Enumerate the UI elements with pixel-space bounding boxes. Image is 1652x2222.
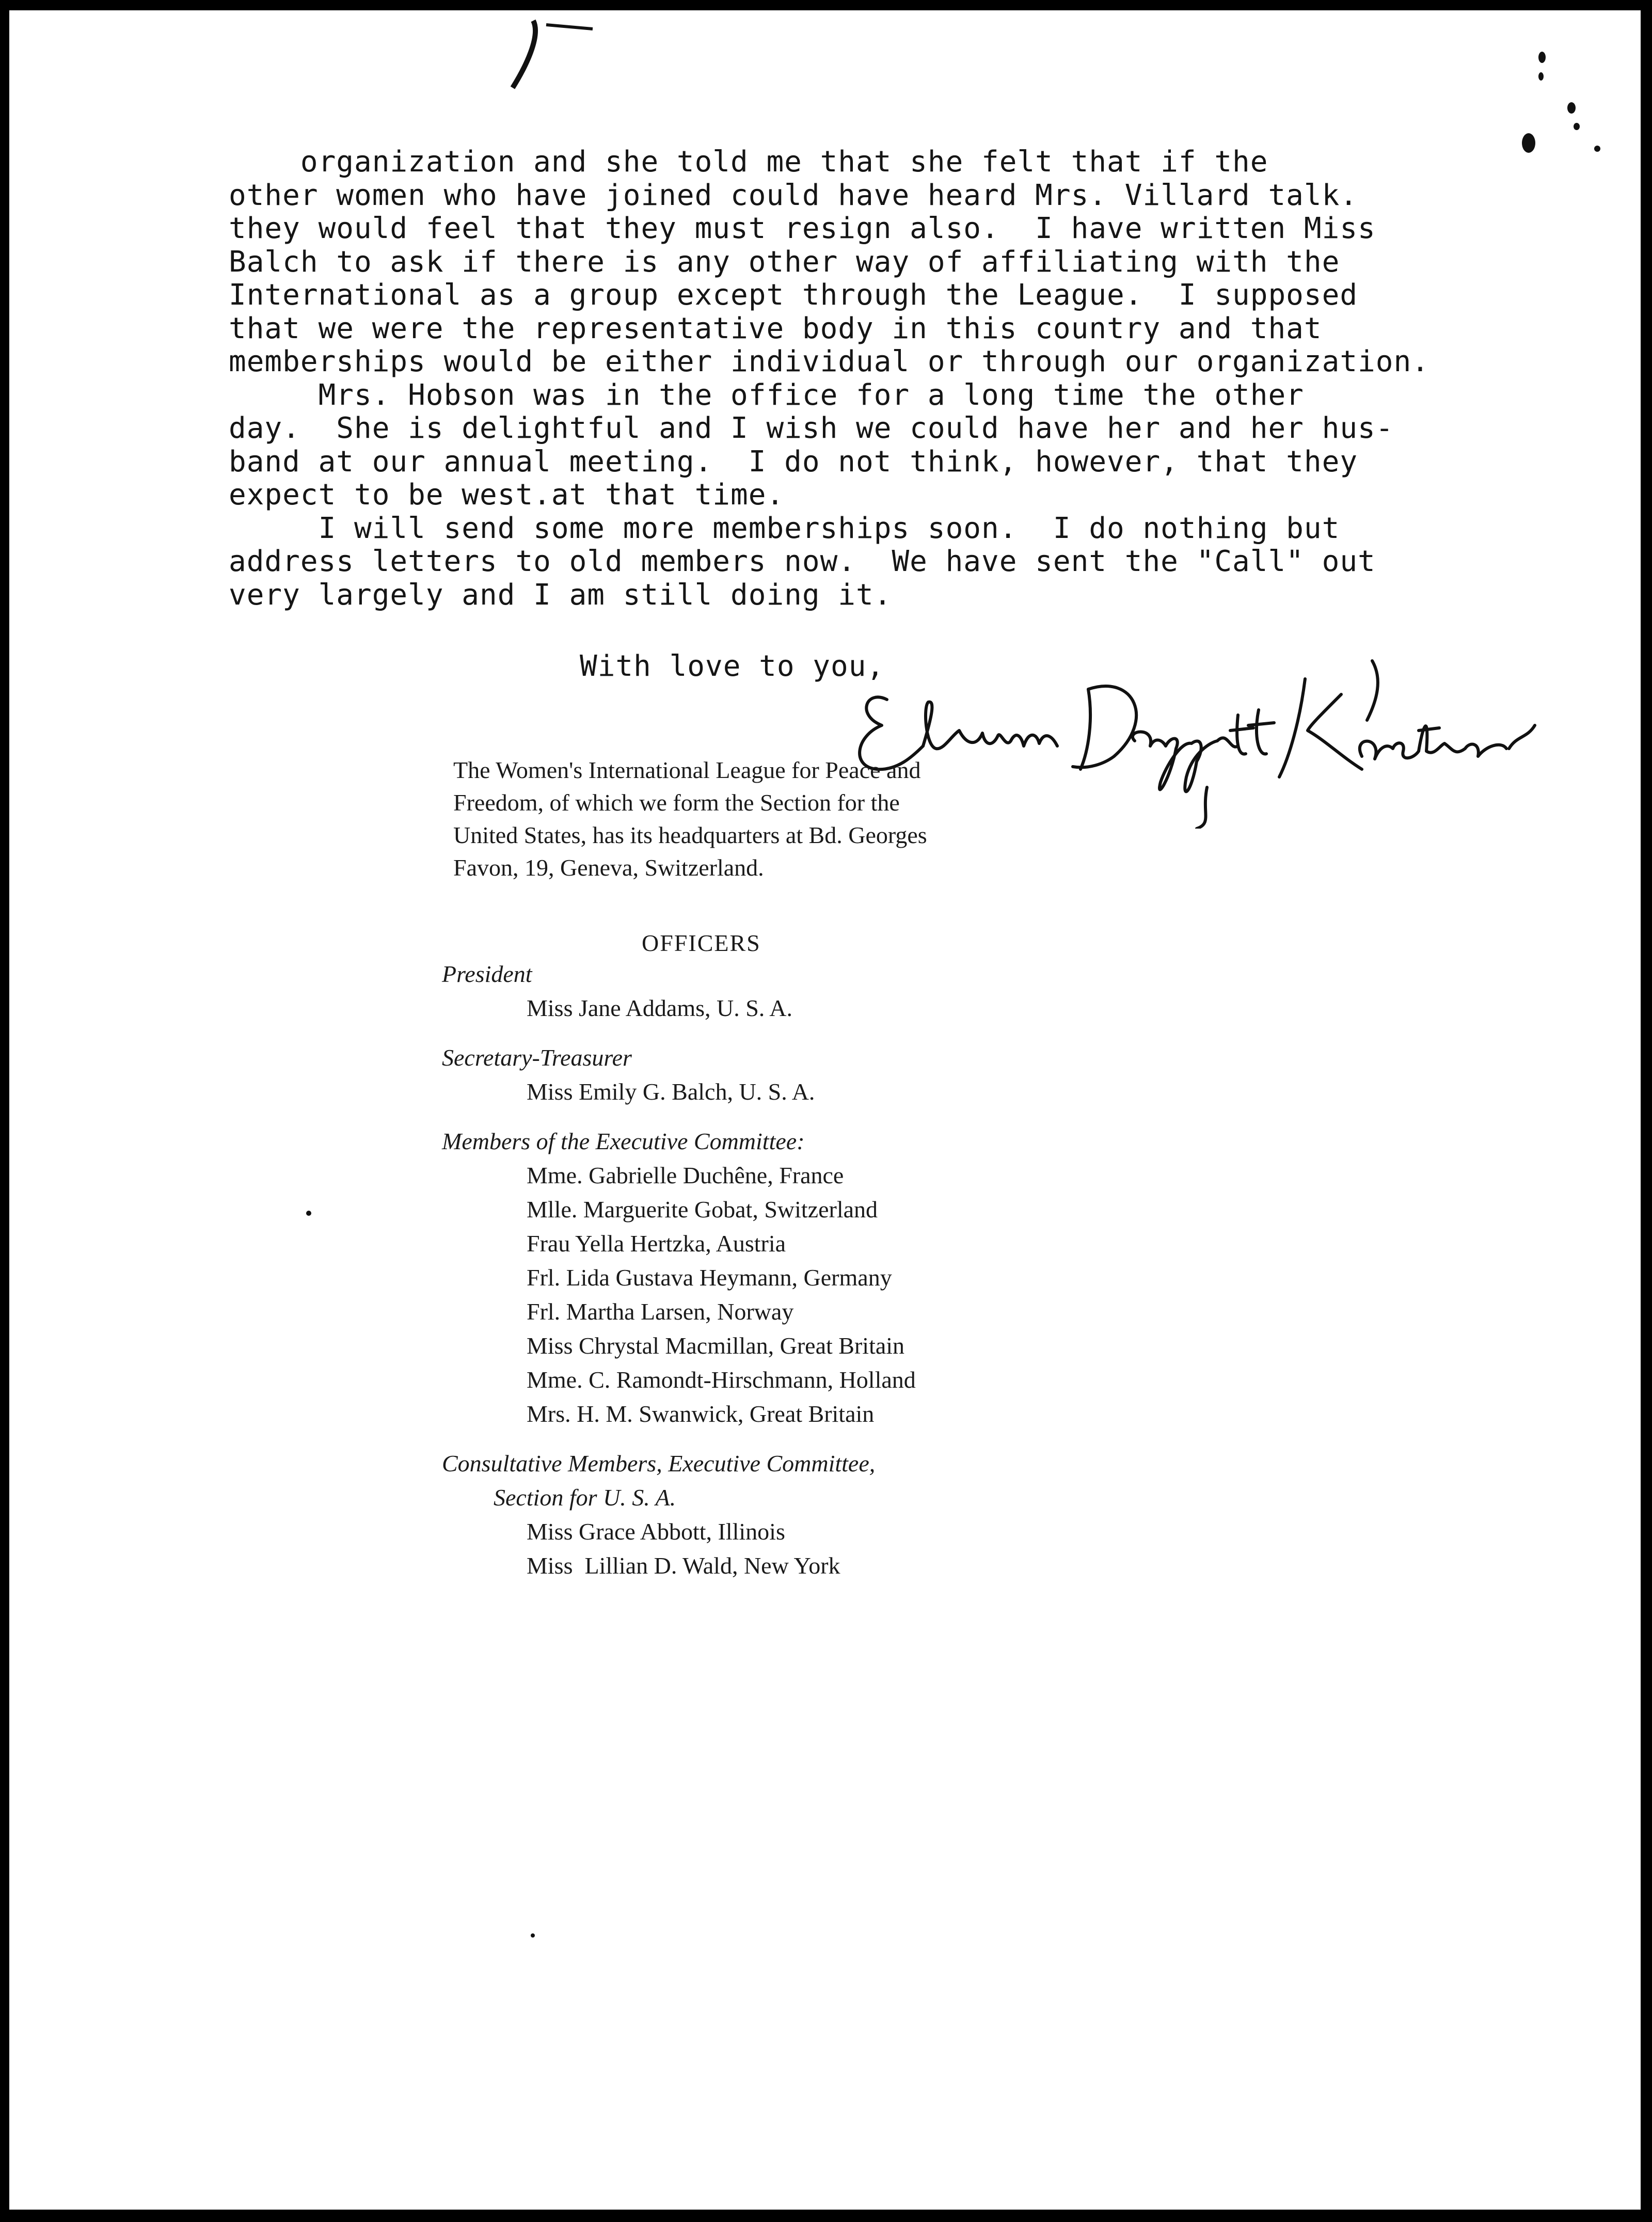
letter-line: day. She is delightful and I wish we could have her and her hus- [229,411,1394,445]
consultative-label: Section for U. S. A. [494,1484,676,1511]
scan-speck [306,1211,311,1216]
league-note-line: The Women's International League for Peace and [453,757,921,783]
scan-mark-top [484,10,618,98]
executive-member: Mrs. H. M. Swanwick, Great Britain [527,1401,875,1427]
letter-line: other women who have joined could have heard Mrs. Villard talk. [229,178,1358,212]
officers-heading: OFFICERS [642,930,761,956]
scan-speck [531,1933,535,1938]
scan-speck [1538,52,1546,63]
president-label: President [442,961,532,987]
secretary-name: Miss Emily G. Balch, U. S. A. [527,1078,815,1105]
executive-member: Frl. Martha Larsen, Norway [527,1298,794,1325]
consultative-label: Consultative Members, Executive Committee, [442,1450,876,1477]
scan-speck [1574,123,1580,130]
letter-line: organization and she told me that she felt that if the [229,145,1268,179]
scan-speck [1594,146,1600,152]
letter-line: very largely and I am still doing it. [229,578,892,612]
executive-member: Miss Chrystal Macmillan, Great Britain [527,1332,905,1359]
letter-closing: With love to you, [580,649,885,683]
league-note [453,754,1078,884]
league-note-line: United States, has its headquarters at Bd. Georges [453,822,927,848]
letter-page [9,10,1641,2210]
president-name: Miss Jane Addams, U. S. A. [527,995,792,1021]
letter-line: band at our annual meeting. I do not think, however, that they [229,445,1358,479]
letter-line: they would feel that they must resign also. I have written Miss [229,212,1376,245]
executive-member: Frau Yella Hertzka, Austria [527,1230,786,1257]
letter-body [229,146,1571,612]
letter-line: that we were the representative body in this country and that [229,311,1322,345]
consultative-member: Miss Grace Abbott, Illinois [527,1518,785,1545]
letter-line: address letters to old members now. We have sent the "Call" out [229,545,1376,578]
consultative-member: Miss Lillian D. Wald, New York [527,1552,840,1579]
executive-member: Mlle. Marguerite Gobat, Switzerland [527,1196,878,1223]
executive-member: Mme. Gabrielle Duchêne, France [527,1162,844,1188]
league-note-line: Freedom, of which we form the Section for the [453,789,900,816]
league-note-line: Favon, 19, Geneva, Switzerland. [453,854,764,881]
executive-label: Members of the Executive Committee: [442,1128,805,1154]
scan-speck [1567,102,1576,114]
letter-line: expect to be west.at that time. [229,478,785,512]
executive-member: Mme. C. Ramondt-Hirschmann, Holland [527,1367,916,1393]
secretary-label: Secretary-Treasurer [442,1044,632,1071]
scan-speck [1538,72,1544,81]
letter-line: memberships would be either individual or through our organization. [229,345,1429,378]
letter-line: I will send some more memberships soon. I do nothing but [229,511,1340,545]
letter-line: Mrs. Hobson was in the office for a long time the other [229,378,1304,412]
executive-member: Frl. Lida Gustava Heymann, Germany [527,1264,892,1291]
letter-line: International as a group except through the League. I supposed [229,278,1358,312]
letter-line: Balch to ask if there is any other way of affiliating with the [229,245,1340,279]
